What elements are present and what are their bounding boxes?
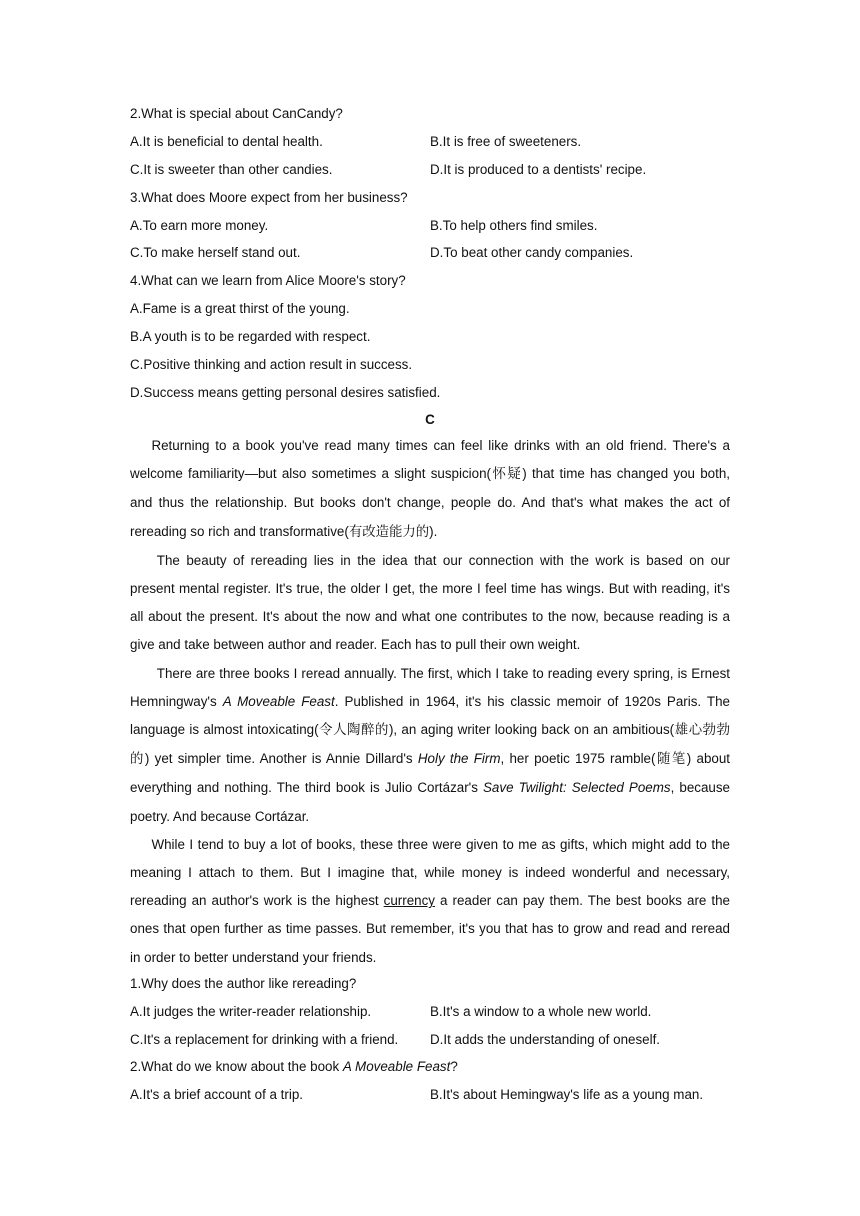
- question-4-option-c: C.Positive thinking and action result in success.: [130, 357, 413, 372]
- question-c1-option-c: C.It's a replacement for drinking with a friend.: [130, 1032, 399, 1047]
- question-3-option-b: B.To help others find smiles.: [430, 218, 598, 233]
- p1-text-1: Returning to a book you've read many times can feel like drinks with an old friend. There's a welcome familiarity—but also sometimes a slight suspicion(: [130, 438, 730, 482]
- question-2-option-d: D.It is produced to a dentists' recipe.: [430, 162, 647, 177]
- question-4-stem: 4.What can we learn from Alice Moore's story?: [130, 273, 406, 288]
- p1-gloss-transformative: 有改造能力的: [348, 524, 430, 540]
- p1-text-2: ) that time has changed you both, and thus the relationship. But books don't change, people do. And that's what makes the act of rereading so rich and transformative(: [130, 466, 730, 539]
- question-c2-book-title: A Moveable Feast: [342, 1059, 451, 1074]
- book-title-holy-the-firm: Holy the Firm: [417, 751, 501, 767]
- p3-gloss-intoxicating: 令人陶醉的: [318, 723, 389, 739]
- question-c1-option-b: B.It's a window to a whole new world.: [430, 1004, 652, 1019]
- passage-paragraph-1: [130, 432, 730, 547]
- question-2-stem: 2.What is special about CanCandy?: [130, 106, 343, 121]
- question-2-option-a: A.It is beneficial to dental health.: [130, 134, 323, 149]
- question-4-option-a: A.Fame is a great thirst of the young.: [130, 301, 350, 316]
- p1-text-3: ).: [429, 523, 438, 539]
- question-c1-stem: 1.Why does the author like rereading?: [130, 976, 357, 991]
- question-c2-option-a: A.It's a brief account of a trip.: [130, 1087, 303, 1102]
- book-title-save-twilight: Save Twilight: Selected Poems: [483, 780, 671, 796]
- question-c2-stem: [130, 1058, 458, 1076]
- question-3-option-c: C.To make herself stand out.: [130, 245, 301, 260]
- question-3-option-a: A.To earn more money.: [130, 218, 269, 233]
- question-3-option-d: D.To beat other candy companies.: [430, 245, 634, 260]
- question-2-option-b: B.It is free of sweeteners.: [430, 134, 582, 149]
- p3-gloss-ambitious: 雄心勃勃的: [130, 723, 731, 768]
- p3-text-5: , her poetic 1975 ramble(: [500, 751, 656, 767]
- passage-paragraph-2: The beauty of rereading lies in the idea that our connection with the work is based on our present mental register. It's true, the older I get, the more I feel time has wings. But with reading, it's all about the present. It's about the now and what one contributes to the now, because reading is a give and take between author and reader. Each has to pull their own weight.: [130, 552, 730, 653]
- question-c1-option-a: A.It judges the writer-reader relationship.: [130, 1004, 372, 1019]
- book-title-moveable-feast: A Moveable Feast: [222, 693, 335, 709]
- p3-text-4: ) yet simpler time. Another is Annie Dillard's: [144, 751, 418, 767]
- question-3-stem: 3.What does Moore expect from her business?: [130, 190, 408, 205]
- p3-text-7: , because poetry. And because Cortázar.: [130, 780, 730, 824]
- question-c2-option-b: B.It's about Hemingway's life as a young man.: [430, 1087, 704, 1102]
- question-4-option-d: D.Success means getting personal desires satisfied.: [130, 385, 441, 400]
- passage-paragraph-4: [130, 831, 730, 972]
- p3-text-2: . Published in 1964, it's his classic memoir of 1920s Paris. The language is almost intoxicating(: [130, 693, 731, 738]
- question-2-option-c: C.It is sweeter than other candies.: [130, 162, 333, 177]
- question-4-option-b: B.A youth is to be regarded with respect.: [130, 329, 371, 344]
- p3-gloss-ramble: 随笔: [655, 752, 687, 768]
- passage-c: [130, 432, 730, 972]
- question-c2-stem-text: 2.What do we know about the book: [130, 1059, 343, 1074]
- p3-text-6: ) about everything and nothing. The third book is Julio Cortázar's: [130, 751, 731, 796]
- p3-text-1: There are three books I reread annually. The first, which I take to reading every spring, is Ernest Hemningway's: [130, 665, 730, 709]
- p4-text-1: While I tend to buy a lot of books, these three were given to me as gifts, which might add to the meaning I attach to them. But I imagine that, while money is indeed wonderful and necessary, rereading an author's work is the highest: [130, 836, 730, 909]
- passage-paragraph-3: [130, 660, 730, 831]
- underlined-word-currency: currency: [383, 893, 436, 909]
- question-c2-stem-end: ?: [450, 1059, 458, 1074]
- p4-text-2: a reader can pay them. The best books are the ones that open further as time passes. But remember, it's you that has to grow and read and reread in order to better understand your friends.: [130, 893, 730, 965]
- section-c-heading: C: [425, 412, 435, 427]
- p3-text-3: ), an aging writer looking back on an ambitious(: [388, 722, 675, 738]
- p1-gloss-suspicion: 怀疑: [490, 467, 523, 483]
- question-c1-option-d: D.It adds the understanding of oneself.: [430, 1032, 661, 1047]
